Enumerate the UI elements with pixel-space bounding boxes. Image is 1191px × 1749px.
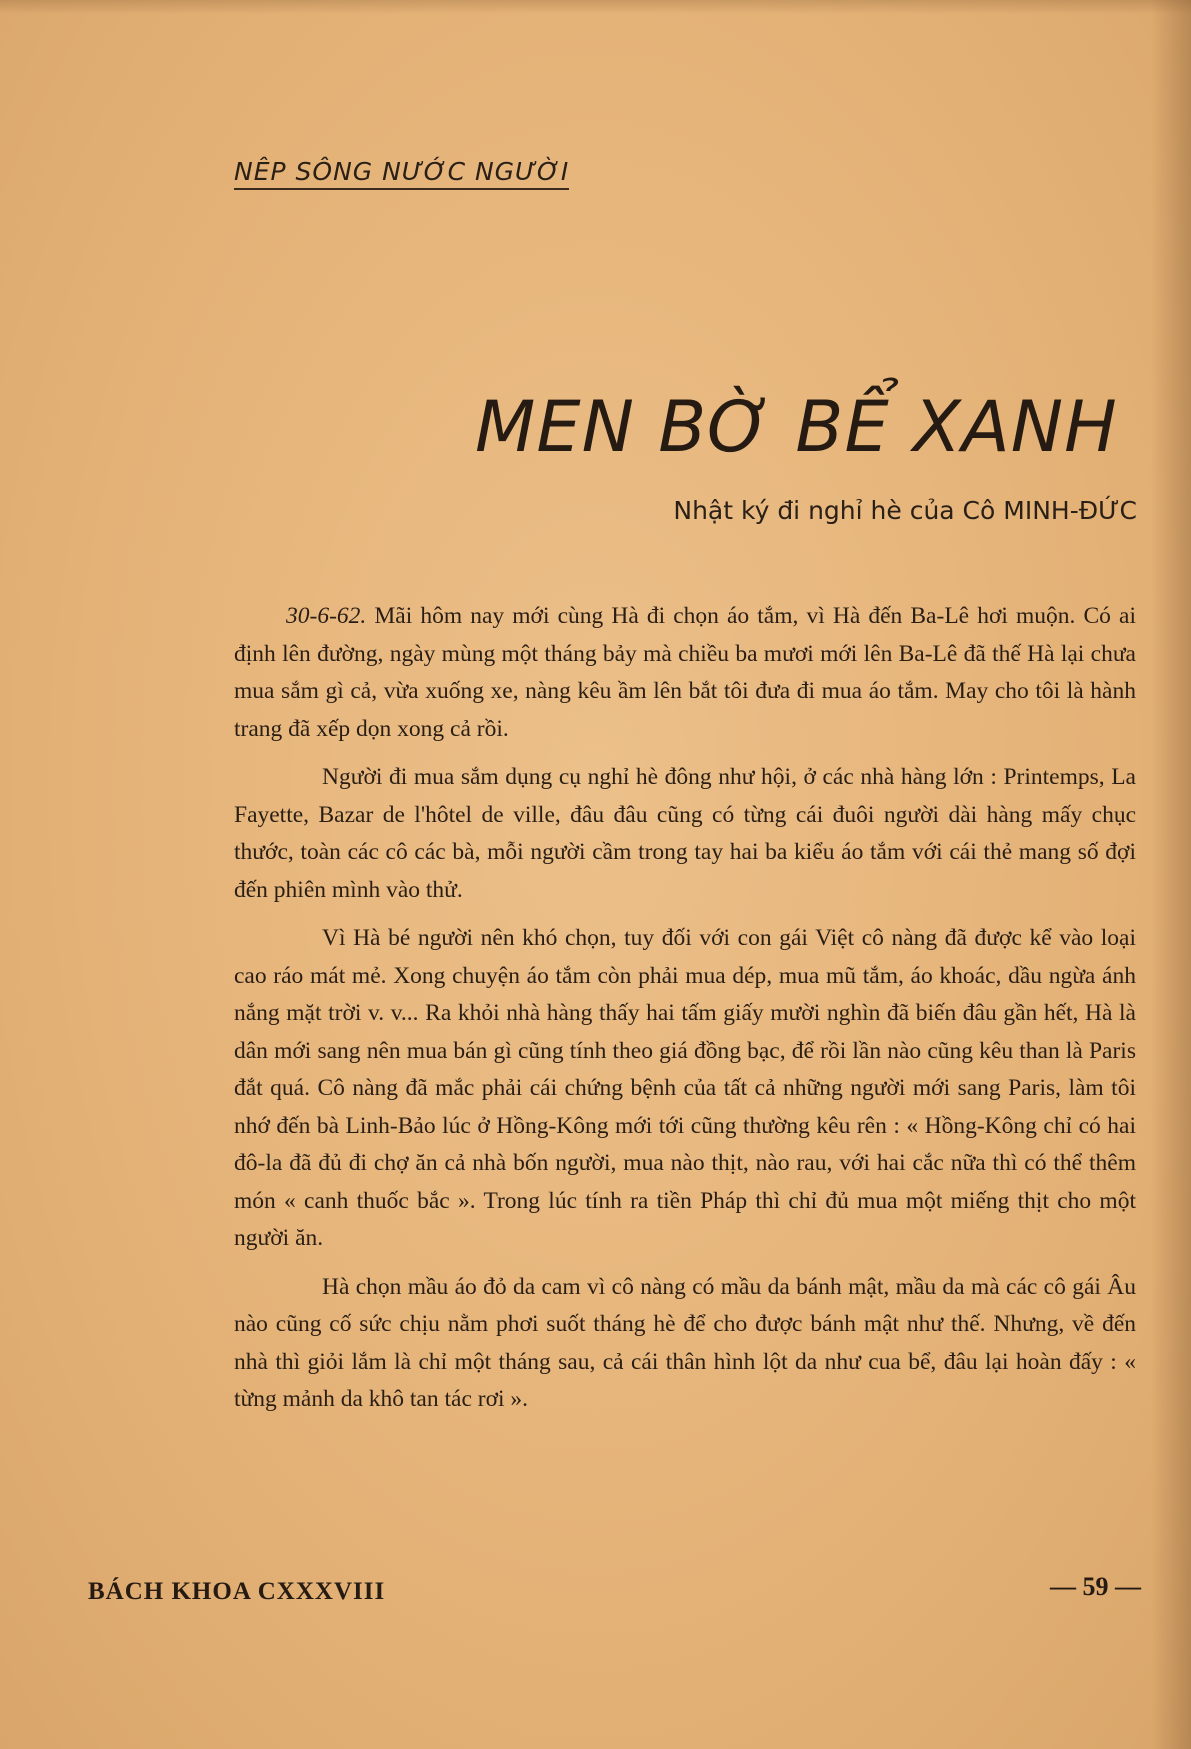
- paragraph-1: [234, 598, 1136, 748]
- paragraph-1-text: Mãi hôm nay mới cùng Hà đi chọn áo tắm, vì Hà đến Ba-Lê hơi muộn. Có ai định lên đường, ngày mùng một tháng bảy mà chiều ba mươi mới lên Ba-Lê đã thế Hà lại chưa mua sắm gì cả, vừa xuống xe, nàng kêu ầm lên bắt tôi đưa đi mua áo tắm. May cho tôi là hành trang đã xếp dọn xong cả rồi.: [234, 603, 1136, 742]
- article-body: [234, 598, 1136, 1430]
- publication-name: BÁCH KHOA CXXXVIII: [88, 1578, 386, 1605]
- article-title: MEN BỜ BỂ XANH: [475, 386, 1118, 468]
- diary-date: 30-6-62.: [286, 603, 367, 629]
- page-top-shadow: [0, 0, 1191, 14]
- section-label: NÊP SÔNG NƯỚC NGƯỜI: [234, 157, 569, 190]
- page-edge-shadow: [1151, 0, 1191, 1749]
- article-subtitle: Nhật ký đi nghỉ hè của Cô MINH-ĐỨC: [673, 496, 1137, 525]
- paragraph-4: Hà chọn mầu áo đỏ da cam vì cô nàng có mầu da bánh mật, mầu da mà các cô gái Âu nào cũng cố sức chịu nằm phơi suốt tháng hè để cho được bánh mật như thế. Nhưng, về đến nhà thì giỏi lắm là chỉ một tháng sau, cả cái thân hình lột da như cua bể, đâu lại hoàn đấy : « từng mảnh da khô tan tác rơi ».: [234, 1273, 1136, 1412]
- paragraph-3: Vì Hà bé người nên khó chọn, tuy đối với con gái Việt cô nàng đã được kể vào loại cao ráo mát mẻ. Xong chuyện áo tắm còn phải mua dép, mua mũ tắm, áo khoác, dầu ngừa ánh nắng mặt trời v. v... Ra khỏi nhà hàng thấy hai tấm giấy mười nghìn đã biến đâu gần hết, Hà là dân mới sang nên mua bán gì cũng tính theo giá đồng bạc, để rồi lần nào cũng kêu than là Paris đắt quá. Cô nàng đã mắc phải cái chứng bệnh của tất cả những người mới sang Paris, làm tôi nhớ đến bà Linh-Bảo lúc ở Hồng-Kông mới tới cũng thường kêu rên : « Hồng-Kông chỉ có hai đô-la đã đủ đi chợ ăn cả nhà bốn người, mua nào thịt, nào rau, với hai cắc nữa thì có thể thêm món « canh thuốc bắc ». Trong lúc tính ra tiền Pháp thì chỉ đủ mua một miếng thịt cho một người ăn.: [234, 925, 1136, 1251]
- paragraph-2: Người đi mua sắm dụng cụ nghỉ hè đông như hội, ở các nhà hàng lớn : Printemps, La Fayette, Bazar de l'hôtel de ville, đâu đâu cũng có từng cái đuôi người dài hàng mấy chục thước, toàn các cô các bà, mỗi người cầm trong tay hai ba kiểu áo tắm với cái thẻ mang số đợi đến phiên mình vào thử.: [234, 764, 1136, 903]
- page-number: — 59 —: [1050, 1572, 1141, 1601]
